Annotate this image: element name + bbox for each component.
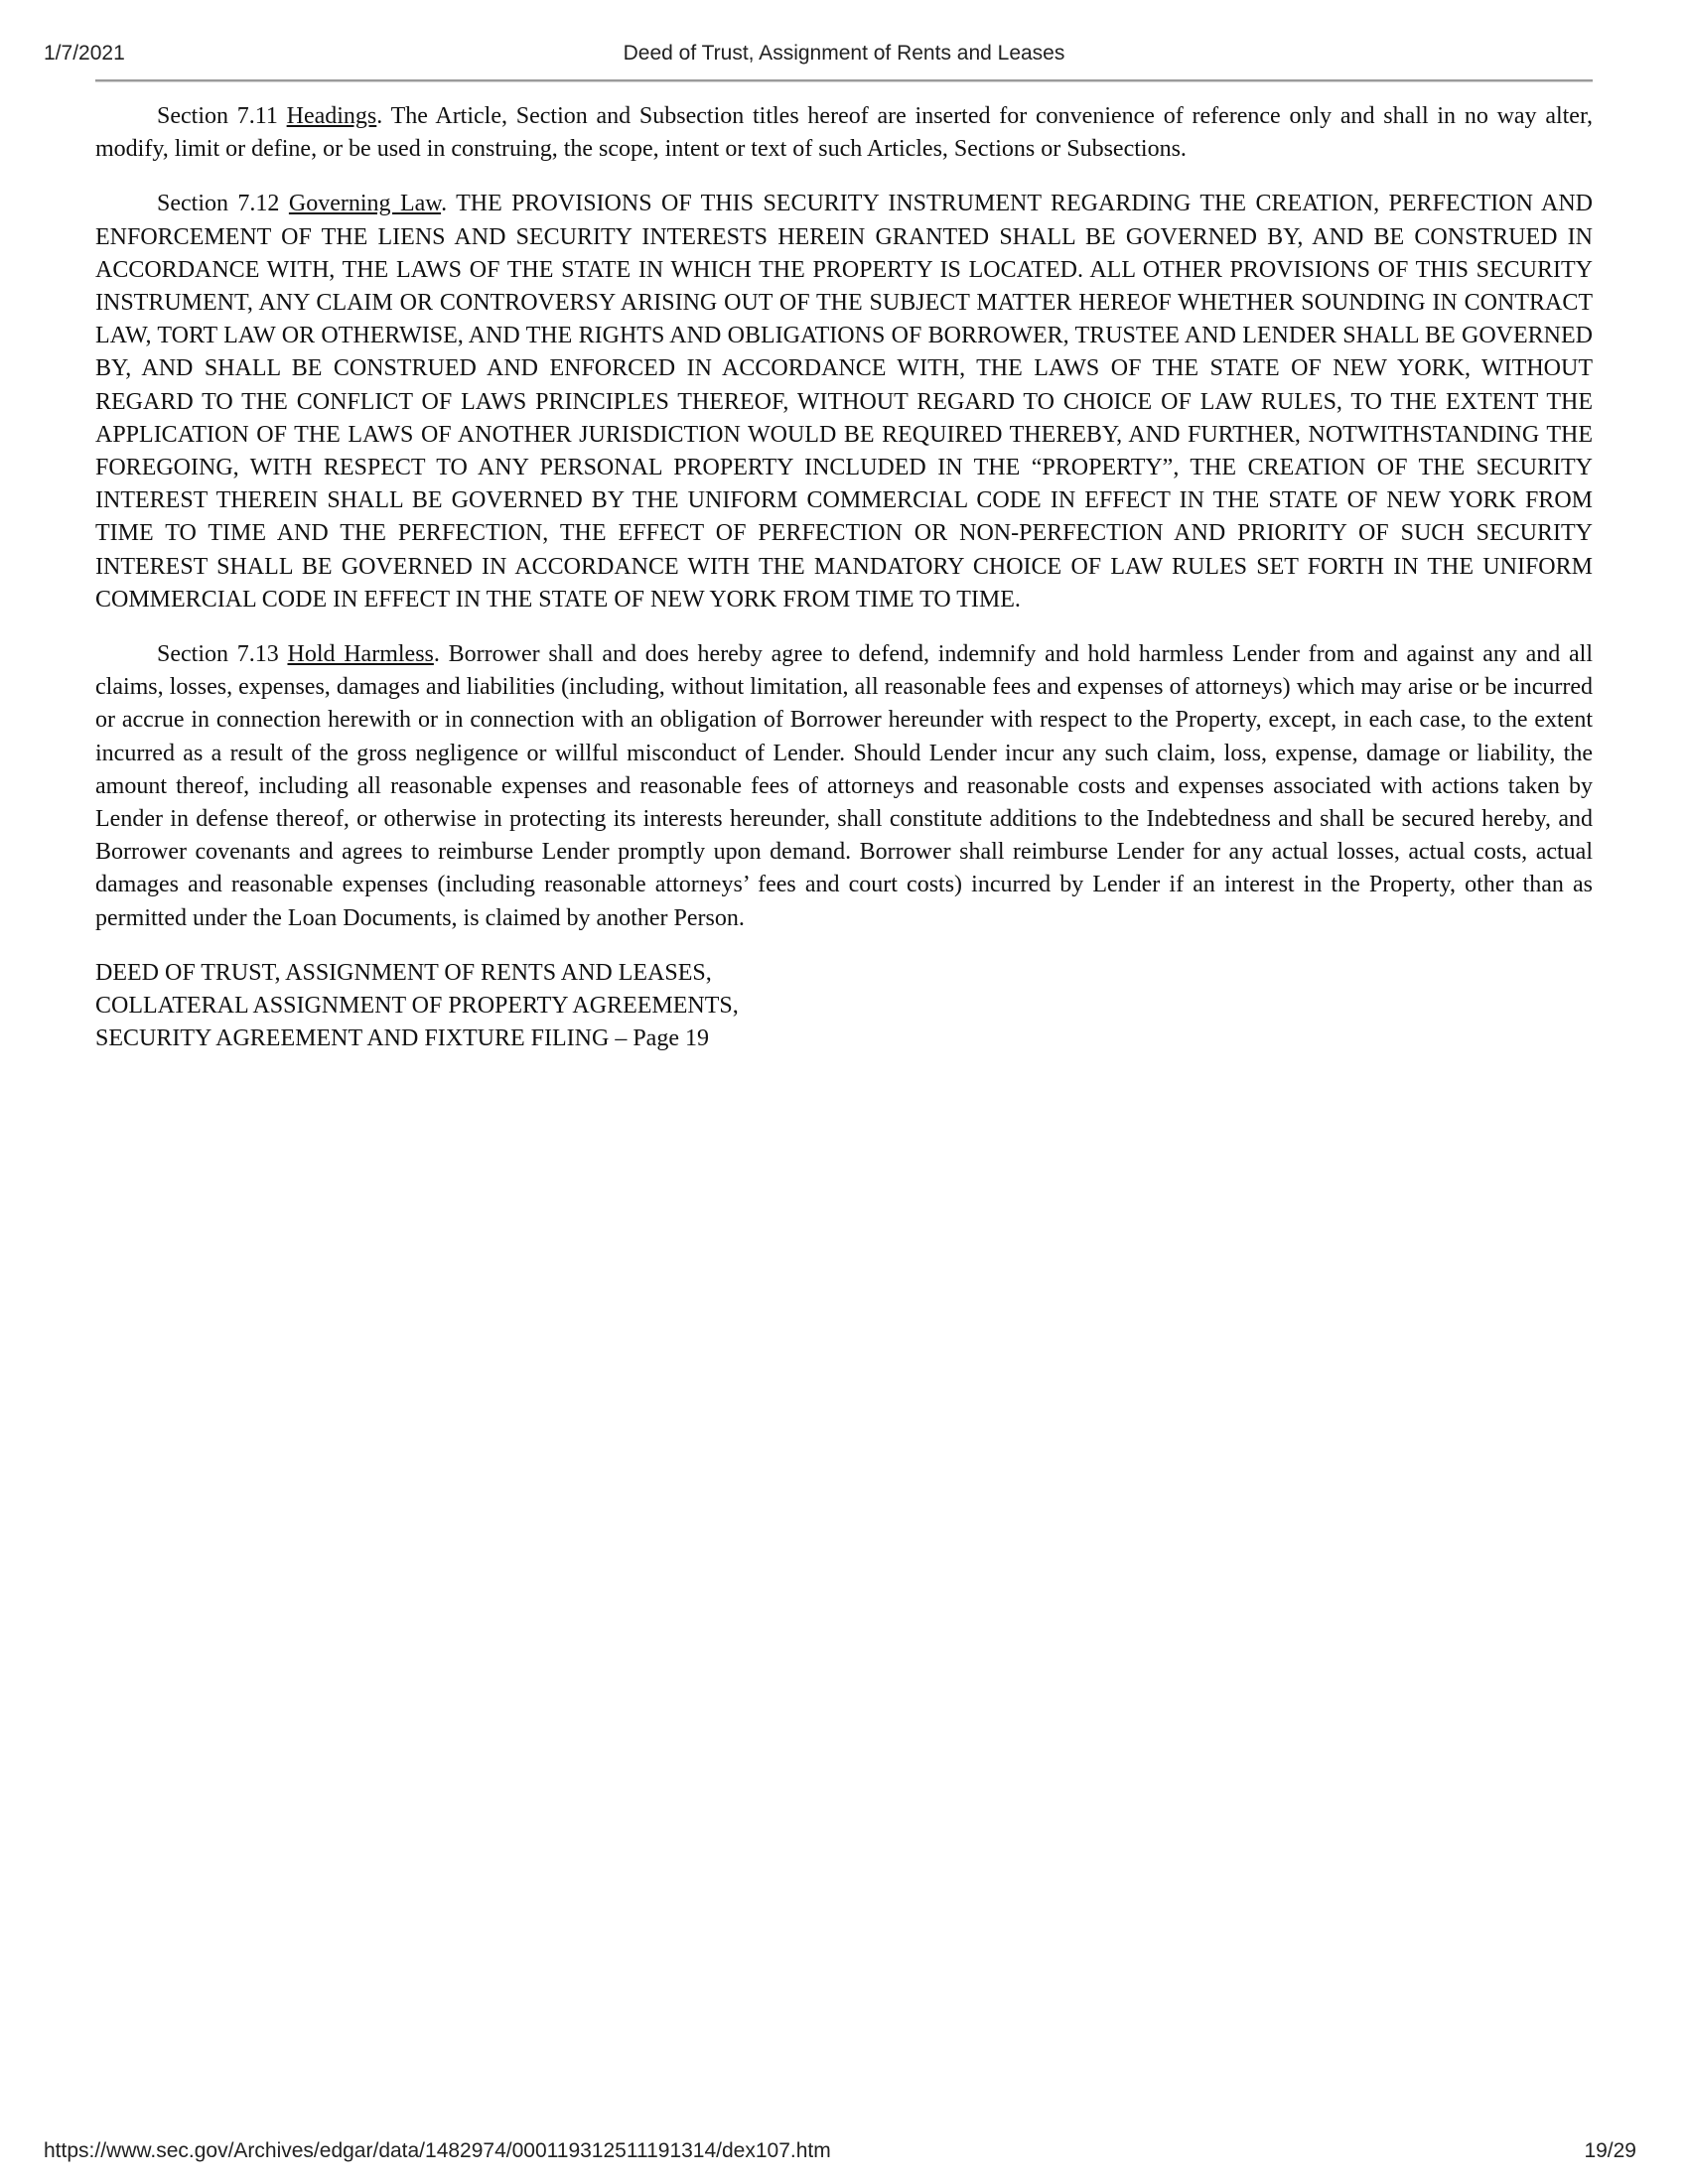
- document-footer: [95, 957, 1593, 1056]
- document-footer-line: DEED OF TRUST, ASSIGNMENT OF RENTS AND LEASES,: [95, 959, 712, 986]
- section-body: . THE PROVISIONS OF THIS SECURITY INSTRUMENT REGARDING THE CREATION, PERFECTION AND ENFORCEMENT OF THE LIENS AND SECURITY INTERESTS HEREIN GRANTED SHALL BE GOVERNED BY, AND BE CONSTRUED IN ACCORDANCE WITH, THE LAWS OF THE STATE IN WHICH THE PROPERTY IS LOCATED. ALL OTHER PROVISIONS OF THIS SECURITY INSTRUMENT, ANY CLAIM OR CONTROVERSY ARISING OUT OF THE SUBJECT MATTER HEREOF WHETHER SOUNDING IN CONTRACT LAW, TORT LAW OR OTHERWISE, AND THE RIGHTS AND OBLIGATIONS OF BORROWER, TRUSTEE AND LENDER SHALL BE GOVERNED BY, AND SHALL BE CONSTRUED AND ENFORCED IN ACCORDANCE WITH, THE LAWS OF THE STATE OF NEW YORK, WITHOUT REGARD TO THE CONFLICT OF LAWS PRINCIPLES THEREOF, WITHOUT REGARD TO CHOICE OF LAW RULES, TO THE EXTENT THE APPLICATION OF THE LAWS OF ANOTHER JURISDICTION WOULD BE REQUIRED THEREBY, AND FURTHER, NOTWITHSTANDING THE FOREGOING, WITH RESPECT TO ANY PERSONAL PROPERTY INCLUDED IN THE “PROPERTY”, THE CREATION OF THE SECURITY INTEREST THEREIN SHALL BE GOVERNED BY THE UNIFORM COMMERCIAL CODE IN EFFECT IN THE STATE OF NEW YORK FROM TIME TO TIME AND THE PERFECTION, THE EFFECT OF PERFECTION OR NON-PERFECTION AND PRIORITY OF SUCH SECURITY INTEREST SHALL BE GOVERNED IN ACCORDANCE WITH THE MANDATORY CHOICE OF LAW RULES SET FORTH IN THE UNIFORM COMMERCIAL CODE IN EFFECT IN THE STATE OF NEW YORK FROM TIME TO TIME.: [95, 191, 1594, 613]
- document-footer-line: COLLATERAL ASSIGNMENT OF PROPERTY AGREEMENTS,: [95, 993, 739, 1020]
- section-paragraph: [95, 100, 1593, 166]
- print-header-title: Deed of Trust, Assignment of Rents and Leases: [623, 42, 1065, 65]
- section-body: . Borrower shall and does hereby agree to defend, indemnify and hold harmless Lender from and against any and all claims, losses, expenses, damages and liabilities (including, without limitation, all reasonable fees and expenses of attorneys) which may arise or be incurred or accrue in connection herewith or in connection with an obligation of Borrower hereunder with respect to the Property, except, in each case, to the extent incurred as a result of the gross negligence or willful misconduct of Lender. Should Lender incur any such claim, loss, expense, damage or liability, the amount thereof, including all reasonable expenses and reasonable fees of attorneys and reasonable costs and expenses associated with actions taken by Lender in defense thereof, or otherwise in protecting its interests hereunder, shall constitute additions to the Indebtedness and shall be secured hereby, and Borrower covenants and agrees to reimburse Lender promptly upon demand. Borrower shall reimburse Lender for any actual losses, actual costs, actual damages and reasonable expenses (including reasonable attorneys’ fees and court costs) incurred by Lender if an interest in the Property, other than as permitted under the Loan Documents, is claimed by another Person.: [95, 641, 1593, 931]
- section-number: Section 7.12: [157, 191, 280, 217]
- document-footer-line: SECURITY AGREEMENT AND FIXTURE FILING – Page 19: [95, 1025, 709, 1052]
- section-title: Hold Harmless: [287, 641, 434, 668]
- section-paragraph: [95, 638, 1593, 935]
- header-rule: [95, 79, 1593, 82]
- print-footer-page-number: 19/29: [1584, 2139, 1636, 2162]
- section-body: . The Article, Section and Subsection titles hereof are inserted for convenience of reference only and shall in no way alter, modify, limit or define, or be used in construing, the scope, intent or text of such Articles, Sections or Subsections.: [95, 103, 1593, 163]
- document-body: [95, 100, 1593, 1055]
- section-title: Governing Law: [288, 191, 442, 217]
- section-number: Section 7.11: [157, 103, 278, 129]
- section-number: Section 7.13: [157, 641, 279, 668]
- section-paragraph: [95, 188, 1593, 616]
- print-footer-url: https://www.sec.gov/Archives/edgar/data/1482974/000119312511191314/dex107.htm: [44, 2139, 831, 2162]
- print-header-date: 1/7/2021: [44, 42, 125, 65]
- section-title: Headings: [286, 103, 377, 129]
